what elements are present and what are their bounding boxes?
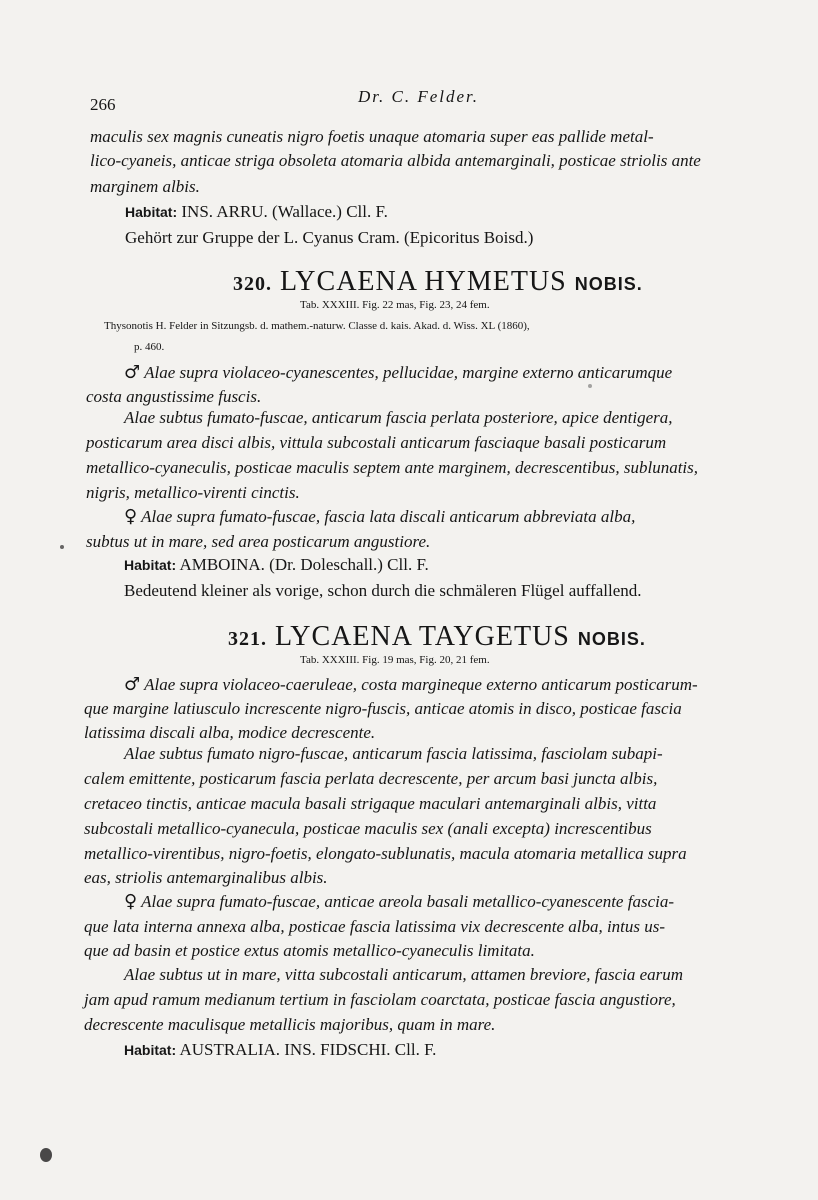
plate-reference: Tab. XXXIII. Fig. 19 mas, Fig. 20, 21 fem.: [300, 654, 490, 666]
text: Alae supra fumato-fuscae, fascia lata discali anticarum abbreviata alba,: [141, 507, 636, 526]
underside-line: calem emittente, posticarum fascia perlata decrescente, per arcum basi juncta albis,: [84, 769, 658, 788]
female-description-line: [124, 893, 674, 911]
plate-reference: Tab. XXXIII. Fig. 22 mas, Fig. 23, 24 fem.: [300, 299, 490, 311]
male-symbol: ♂: [124, 674, 141, 695]
species-320-habitat: [124, 556, 429, 573]
habitat-label: Habitat:: [125, 204, 178, 220]
underside-female-line: Alae subtus ut in mare, vitta subcostali anticarum, attamen breviore, fascia earum: [124, 965, 684, 984]
intro-note: Gehört zur Gruppe der L. Cyanus Cram. (Epicoritus Boisd.): [125, 228, 534, 247]
species-number: 320.: [233, 273, 272, 295]
underside-line: cretaceo tinctis, anticae macula basali strigaque maculari antemarginali albis, vitta: [84, 794, 657, 813]
habitat-label: Habitat:: [124, 557, 177, 573]
species-321-title: [228, 623, 646, 651]
habitat-value: INS. ARRU. (Wallace.) Cll. F.: [181, 202, 388, 221]
text: Alae supra violaceo-caeruleae, costa margineque externo anticarum posticarum-: [144, 675, 698, 694]
female-description-line: [124, 508, 635, 526]
female-description-line: que ad basin et postice extus atomis metallico-cyaneculis limitata.: [84, 941, 535, 960]
underside-line: metallico-virentibus, nigro-foetis, elongato-sublunatis, macula atomaria metallica supra: [84, 844, 687, 863]
intro-line: lico-cyaneis, anticae striga obsoleta atomaria albida antemarginali, posticae striolis ante: [90, 151, 701, 170]
scan-speck: [60, 545, 64, 549]
male-description-line: que margine latiusculo increscente nigro-fuscis, anticae atomis in disco, posticae fascia: [84, 699, 682, 718]
female-description-line: que lata interna annexa alba, posticae fascia latissima vix decrescente alba, intus us-: [84, 917, 666, 936]
species-321-habitat: [124, 1041, 436, 1058]
male-description-line: [124, 676, 698, 694]
male-description-line: latissima discali alba, modice decrescente.: [84, 723, 376, 742]
species-number: 321.: [228, 628, 267, 650]
female-description-line: subtus ut in mare, sed area posticarum angustiore.: [86, 532, 431, 551]
male-description-line: [124, 364, 672, 382]
page-number: 266: [90, 95, 116, 114]
species-name: LYCAENA TAYGETUS: [275, 621, 570, 652]
synonym-page: p. 460.: [134, 341, 165, 353]
species-author: NOBIS.: [577, 629, 646, 649]
scan-speck: [588, 384, 592, 388]
text: Alae supra fumato-fuscae, anticae areola basali metallico-cyanescente fascia-: [141, 892, 674, 911]
habitat-value: AMBOINA. (Dr. Doleschall.) Cll. F.: [179, 555, 429, 574]
synonym: Thysonotis H. Felder in Sitzungsb. d. mathem.-naturw. Classe d. kais. Akad. d. Wiss. XL (1860),: [104, 320, 530, 332]
species-320-title: [233, 268, 643, 296]
underside-line: Alae subtus fumato nigro-fuscae, anticarum fascia latissima, fasciolam subapi-: [124, 744, 663, 763]
female-symbol: ♀: [124, 506, 138, 527]
species-name: LYCAENA HYMETUS: [280, 266, 567, 297]
species-320-note: Bedeutend kleiner als vorige, schon durch die schmäleren Flügel auffallend.: [124, 581, 642, 600]
underside-line: nigris, metallico-virenti cinctis.: [86, 483, 300, 502]
underside-line: metallico-cyaneculis, posticae maculis septem ante marginem, decrescentibus, sublunatis,: [86, 458, 699, 477]
intro-habitat: [125, 203, 388, 220]
text: Alae supra violaceo-cyanescentes, pellucidae, margine externo anticarumque: [144, 363, 673, 382]
male-description-line: costa angustissime fuscis.: [86, 387, 262, 406]
male-symbol: ♂: [124, 362, 141, 383]
underside-line: Alae subtus fumato-fuscae, anticarum fascia perlata posteriore, apice dentigera,: [124, 408, 673, 427]
running-head: Dr. C. Felder.: [358, 87, 480, 106]
underside-female-line: decrescente maculisque metallicis majoribus, quam in mare.: [84, 1015, 496, 1034]
intro-line: marginem albis.: [90, 177, 200, 196]
habitat-value: AUSTRALIA. INS. FIDSCHI. Cll. F.: [179, 1040, 437, 1059]
scan-smudge: [40, 1148, 52, 1162]
underside-line: subcostali metallico-cyanecula, posticae maculis sex (anali excepta) increscentibus: [84, 819, 652, 838]
underside-line: posticarum area disci albis, vittula subcostali anticarum fasciaque basali posticarum: [86, 433, 667, 452]
underside-line: eas, striolis antemarginalibus albis.: [84, 868, 328, 887]
female-symbol: ♀: [124, 891, 138, 912]
species-author: NOBIS.: [574, 274, 643, 294]
intro-line: maculis sex magnis cuneatis nigro foetis unaque atomaria super eas pallide metal-: [90, 127, 654, 146]
habitat-label: Habitat:: [124, 1042, 177, 1058]
underside-female-line: jam apud ramum medianum tertium in fasciolam coarctata, posticae fascia angustiore,: [84, 990, 676, 1009]
